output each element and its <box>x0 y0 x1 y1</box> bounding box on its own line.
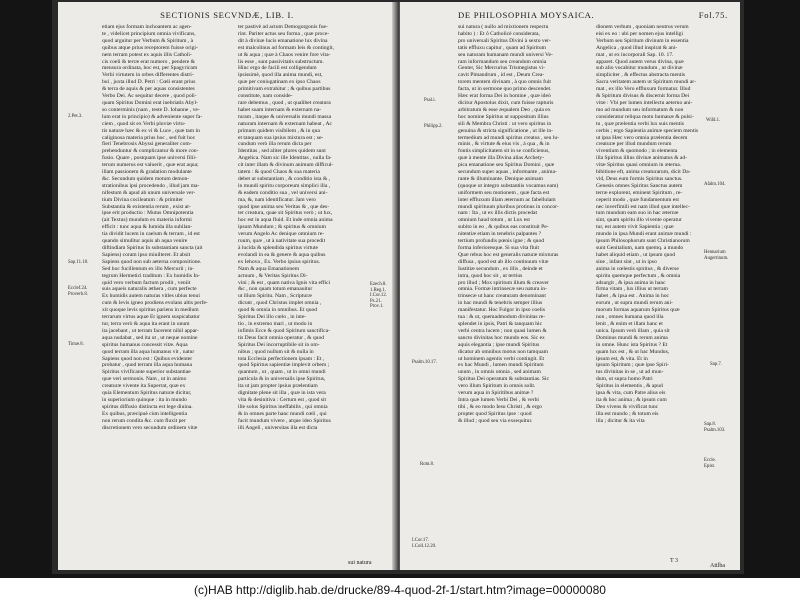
text-line: Spiritus Dei incorruptibile sit in om- <box>238 341 320 348</box>
text-line: verum Angelo Ac denique omnium re- <box>238 231 325 238</box>
text-line: quæ à mente illa Divina alias Archety- <box>458 155 545 162</box>
text-line: quando simulitur aquis ab aqua venire <box>102 238 188 245</box>
text-line: spiritu quemque perfectum , & omnia <box>596 272 681 279</box>
text-line: tia dividit lucem in caelum & terram , id est <box>102 231 200 238</box>
text-line: habet , & ipsa est . Anima in hoc <box>596 293 670 300</box>
text-line: in mundi spiritu corporeum simplici illa , <box>238 182 331 189</box>
text-line: efficit : tunc aqua & Iumida illa subilan- <box>102 224 193 231</box>
text-line: cit inter illam & divinum animum difficul- <box>238 162 334 169</box>
text-line: quæ per coniugatinam ex ipso Chaos <box>238 79 321 86</box>
text-line: consideratur reliqua motu humanæ & pulsi- <box>596 113 694 120</box>
text-line: Sapiens quod non sub aeterna compositione. <box>102 258 202 265</box>
text-line: omnia. Formæ intrinsecæ seu natura in- <box>458 286 547 293</box>
text-line: Spiritus Dei illo cœlo , in inte- <box>238 314 307 321</box>
text-line: ma, &, nam identificatur. Jam vero <box>238 196 316 203</box>
text-line: mat , ut ex incorporali Sap. 10. 17. <box>596 51 674 58</box>
margin-note: Philipp.2. <box>424 124 443 129</box>
text-line: tatis effluxu capitur , quam ad Spiritum <box>458 44 546 51</box>
text-line: nibus ; quod nullum sit & nulla in <box>238 348 314 355</box>
text-line: genuina & stricta significatione , ut ille in- <box>458 127 554 134</box>
right-page <box>400 2 740 570</box>
margin-note: I.Cor.17. I.Coll.12.20. <box>412 538 437 549</box>
text-line: dicitur Apostolus dixit, cum fuisse rapturis <box>458 99 554 106</box>
copyright-footer: (c)HAB http://diglib.hab.de/drucke/89-4-quod-2f-1/start.htm?image=00000080 <box>0 578 800 602</box>
margin-note: Sap.11.18. <box>68 260 89 265</box>
text-line: quam Spiritus Domini erat inebriatis Abyl- <box>102 99 198 106</box>
text-line: intra, quod hoc sit , ut tertius <box>458 272 523 279</box>
text-line: tis Deus facit omnia operatur , & quod <box>238 334 325 341</box>
text-line: dignitate plene sit illa , quæ in ista vera <box>238 390 326 397</box>
left-page <box>58 2 396 570</box>
text-line: & in omnes parte hanc mundi cœli , qui <box>238 410 327 417</box>
text-line: Sapiens quod non est : Quibus evidenter <box>102 355 193 362</box>
text-line: Verbi virtutem in orbes differentes distri- <box>102 72 194 79</box>
text-line: te , videlicet principium omnia vivificans, <box>102 30 196 37</box>
text-line: tibi , & eo modo Iesu Christi , & ergo <box>458 403 542 410</box>
text-line: quod terram illa aqua humanus vit , natur <box>102 348 195 355</box>
catchword: Attlba <box>710 563 725 569</box>
text-line: caliginosa materia prius hoc , sed fuit hoc <box>102 134 196 141</box>
text-line: Spiritus vivificante superior substantiae <box>102 369 191 376</box>
text-line: nem terram potest ex aquis illis Catholi- <box>102 51 192 58</box>
text-line: bui , juxta illud D. Petri : Cœli erant prius <box>102 79 196 86</box>
text-line: uniformem seu motionem , quæ facta est <box>458 189 550 196</box>
text-line: Angelica , quod illud inspirat & ani- <box>596 44 678 51</box>
margin-note: Wiſd.1. <box>706 118 721 123</box>
text-line: Iustitiæ secundum , ex illis , deinde et <box>458 265 543 272</box>
text-line: Substantia & existentia rerum , exist at- <box>102 203 191 210</box>
text-line: ter creatura, quae sit Spiritus verò ; ut lux, <box>238 210 333 217</box>
text-line: ipse erit productio : Mutus Omnipotentia <box>102 210 194 217</box>
text-line: ceperit modo , quæ fundamentum est <box>596 196 679 203</box>
text-line: lum erat in principio) & adveniente super fa- <box>102 113 203 120</box>
text-line: bibitione eft, anima creaturarum, dicit Da- <box>596 169 691 176</box>
margin-note: Sap.7. <box>710 362 722 367</box>
text-line: pro illud ; Mox spiritum illum & creaver <box>458 279 549 286</box>
text-line: adsurgit , & ipsa anima in hanc <box>596 279 666 286</box>
text-line: illa est mundo ; & totum eis <box>596 410 659 417</box>
text-line: Sed hoc fucillentum ex illo Mercurii ; in- <box>102 265 195 272</box>
text-line: non rerum condita &c. cum fluxit per <box>102 417 186 424</box>
text-line: ipsum Mundum ; & spiritus & omnium <box>238 224 326 231</box>
text-line: sunt Genitalium, nam quemq. a mundo <box>596 245 684 251</box>
text-line: suis aqueis naturalis æthera , cum perfecte <box>102 286 197 293</box>
text-line: ut illum Spiritu. Nam , Scripturæ <box>238 293 312 300</box>
text-line: firma vitam , lux illius ut terram <box>596 286 668 293</box>
text-line: facta, ut in sermone quo primo descendet. <box>458 86 552 93</box>
text-line: infimis Ecce & quod Spiritum sanctifica- <box>238 327 331 334</box>
text-line: Intra quæ lumen Verbi Dei , & verbi <box>458 396 539 403</box>
text-line: pro universali Spiritus Divini à sexto ver- <box>458 37 551 44</box>
text-line: trinsecæ ut hanc creaturam denominant <box>458 293 546 300</box>
text-line: nam : Ita , ut ex illis dictis procedat <box>458 210 538 217</box>
margin-note: Ezech.8. 1.Reg.1. I.Cor.12. Ps.21. Prov.1. <box>370 282 387 310</box>
text-line: cis coeli & terræ erat numero , pendere & <box>102 58 196 65</box>
text-line: vitæ Spiritus quasi omnium in æterna. <box>596 162 682 169</box>
text-line: Angelica. Nam sic ille Identitas , nulla fa- <box>238 155 332 162</box>
text-line: Quæ rebus hoc est generalis naturæ mixturas <box>458 251 559 258</box>
text-line: dionem verbum , quoniam neutrus verum <box>596 24 689 30</box>
text-line: spiritus humanus concessit vitæ. Aqua <box>102 341 188 348</box>
text-line: viventium & quomodo ; in elementa <box>596 148 678 155</box>
text-line: anima in cœlestis spiritus , & diverse <box>596 265 679 272</box>
text-line: diffusa , quod est ab illo continuum vitæ <box>458 258 549 265</box>
book-spread <box>52 0 744 574</box>
text-line: ut hominem agentis verbi contingit. Et <box>458 355 545 362</box>
text-line: quod arguitur per Verbum & Spiritum , à <box>102 37 194 44</box>
catchword: sui natura <box>348 560 372 566</box>
text-line: Ex quibus, præcipuè cùm intelligentia <box>102 410 187 417</box>
right-column-2 <box>596 24 728 564</box>
text-line: habet aliquid etiam , ut ipsum quod <box>596 251 676 258</box>
text-line: & illud ; quod seu via exsequitur. <box>458 417 533 424</box>
text-line: Hinc ergo de facili est colligendum <box>238 65 317 72</box>
text-line: aquis elegantia ; ipse mundi Spiritus <box>458 341 540 348</box>
text-line: constitute, nam conside- <box>238 93 293 100</box>
text-line: naturam internam & externam habeat , Ac <box>238 120 332 127</box>
text-line: apparet. Quod autem verus divina, quæ <box>596 58 684 65</box>
margin-note: Ecclef.24. Proverb.8. <box>68 286 88 297</box>
text-line: ram informandum seu creandum omnia <box>458 58 547 65</box>
text-line: ipsum Spiritum ; quæ ipse Spiri- <box>596 362 669 369</box>
folio-number: Fol.75. <box>698 10 728 20</box>
text-line: quæ veri sermonis. Nam , ut in animo <box>102 376 187 383</box>
text-line: sui natura ( nullo ad mixtionem respectu <box>458 24 549 30</box>
text-line: in superiorium quinque : ita in mundo <box>102 396 187 403</box>
text-line: illa ; dicitur & ita vita <box>596 417 645 424</box>
text-line: hoc est in aqua fluid. Et inde omnia anima <box>238 217 333 224</box>
text-line: vitæ : Vbi per lumen intellectu aeterno ani- <box>596 99 693 106</box>
text-line: subito in eo , & quibus eas constituit Pe- <box>458 224 549 231</box>
margin-note: 2.Pet.3. <box>68 114 83 119</box>
text-line: ruum, quæ , ut à nativitate sua procedit <box>238 238 326 245</box>
left-column-1 <box>102 24 230 564</box>
left-column-2 <box>238 24 366 564</box>
text-line: cum & levis igneo prodiens evolans altis perfe- <box>102 300 208 307</box>
text-line: tus divinitas in se , ut ad mun- <box>596 369 664 376</box>
margin-note: Aſalm.104. <box>704 182 726 187</box>
text-line: & terra de aquis & per aquas consistentes <box>102 86 195 93</box>
text-line: tium Divina cocileatum : & primiter <box>102 196 183 203</box>
text-line: ipsum est, & vita. Et in <box>596 355 648 362</box>
text-line: vini ; & est , quam nativa Ignis vita effici <box>238 279 331 286</box>
text-line: ex Iehova , Ex. Verbo ipsius spiritus. <box>238 258 321 265</box>
text-line: habet suam internam & externam na- <box>238 106 322 113</box>
text-line: ut & aqua ; quæ à Chaos venire fore vita- <box>238 51 331 58</box>
text-line: evolandi in ea & genere & aqua quibus <box>238 251 326 258</box>
text-line: unica. Ipsum verò illam , quia sit <box>596 327 670 334</box>
text-line: vita & desinitiva : Certum est , quod sit <box>238 396 327 403</box>
text-line: tertium profundis pœnis igne ; & quod <box>458 238 545 245</box>
text-line: forma inferioresque. Si sua vita fluit <box>458 245 540 251</box>
text-line: et tanquam sua ipsius mixtura est ; se- <box>238 134 324 141</box>
text-line: non , omnes humana quod illa <box>596 314 664 321</box>
text-line: manifestatur. Hoc Fulgor in ipso coelis <box>458 307 546 314</box>
text-line: terum numerus est valuerit , quæ erat aqua; <box>102 162 199 169</box>
margin-note: Psalm.10.17. <box>412 360 437 365</box>
text-line: sine , infant sint , ut in ipso <box>596 258 657 265</box>
text-line: eorum , ut supra mundi rerum ani- <box>596 300 673 307</box>
text-line: fusio. Quare , postquam ipse universi filii- <box>102 155 197 162</box>
text-line: vero illum Spiritum in omnis solit. <box>458 383 536 390</box>
text-line: quam lux est , & ut hac Mundus, <box>596 348 670 355</box>
text-line: habito ) : Et ô Catholicè considerata, <box>458 30 540 37</box>
text-line: (quoque ut integro substantiis vocamus eam) <box>458 182 559 189</box>
text-line: tum mundum eam suo in hac æternæ <box>596 210 679 217</box>
signature-mark: T 3 <box>670 558 679 564</box>
text-line: rante & illuminante. Denique animam <box>458 175 543 182</box>
text-line: probatur , quod terram illa aqua humana <box>102 362 192 369</box>
text-line: Hæc erat forma Dei in homine , quæ ideò <box>458 93 551 100</box>
text-line: creaturæ per illud mundum rerum <box>596 141 672 148</box>
text-line: nec inverfimili est nam illud quæ intellec- <box>596 203 690 210</box>
text-line: Verbo Dei. Ac sequitur decere , quod poli- <box>102 93 197 100</box>
text-line: verum aqua in Spiritibus animæ ? <box>458 390 534 397</box>
text-line: à lucida & splendida spiritus virtute <box>238 245 319 251</box>
text-line: Spiritus in elementis , & apud <box>596 383 663 390</box>
text-line: tu , quæ prælentia verbi lux suis mentis <box>596 120 684 127</box>
text-line: Genesis omnes Spiritus Sanctus autem <box>596 182 683 189</box>
margin-note: Eccle. Epist. <box>704 458 716 469</box>
text-line: actuum , & Veritas Spiritus Di- <box>238 272 308 279</box>
text-line: cundum verò illa rerum dicta per <box>238 141 312 148</box>
text-line: Verbum seu Spiritum divinum in essentia <box>596 37 689 44</box>
text-line: vid, Deus eum formis Spiritus sanctus. <box>596 175 683 182</box>
text-line: mundo in ipsa Mundi erant animæ mundi : <box>596 231 692 238</box>
text-line: inter effluxum illam æternum ac fabellulam <box>458 196 556 203</box>
text-line: secundum super aquas , informante , anima- <box>458 169 557 176</box>
text-line: quia Elementum Spiritus naturæ dicitur, <box>102 390 192 397</box>
text-line: tio , in extremo mari , ut modo in <box>238 320 313 327</box>
text-line: mo ad mundum seu informatum & non <box>596 106 684 113</box>
text-line: mensura ordinata, hoc est, per Spagyricam <box>102 65 198 72</box>
text-line: &c. Secundum quidem motum demon- <box>102 175 190 182</box>
text-line: quod & omnia in omnibus. Et quod <box>238 307 318 314</box>
text-line: Nam & aqua Emanationem <box>238 265 300 272</box>
text-line: ciem , quod sit ex Verbi pluviæ virtu- <box>102 120 186 127</box>
text-line: sint, quam spiritu illo vivente operatur <box>596 217 682 224</box>
text-line: morum formas aquarum Spiritus quæ <box>596 307 680 314</box>
text-line: etiam ejus formam inchoantem ac agen- <box>102 24 192 30</box>
left-page-header: SECTIONIS SECVNDÆ, LIB. I. <box>160 10 294 20</box>
text-line: dicunt , quod Christus implet omnia , <box>238 300 322 307</box>
text-line: in hac mundi & tenebris semper illius <box>458 300 543 307</box>
text-line: termedium ad mundi spiritus creatus , seu lu- <box>458 134 559 141</box>
text-line: aqua nudabat , sed ita ut , ut neque nomine <box>102 334 198 341</box>
text-line: sili & Membra Christi : ut vero spiritus in <box>458 120 552 127</box>
text-line: illam passionem & gradation modulante <box>102 169 192 176</box>
text-line: nifestum & apud ab unum universale ver- <box>102 189 196 196</box>
text-line: dicatur ab omnibus motus non tamquam <box>458 348 548 355</box>
text-line: Sacra veritatem autem ut Spiritum mundi ar- <box>596 79 696 86</box>
text-line: verbi centra lucem ; non quasi lumen & <box>458 327 547 334</box>
text-line: quod ipse anima seu Veritas & , que des- <box>238 203 330 210</box>
text-line: diftindlam Spiritus In substantiam sancta (ait <box>102 245 203 251</box>
text-line: Deo vivens & vivificat tunc <box>596 403 659 410</box>
margin-note: Hennarium Augertinum. <box>704 250 729 261</box>
text-line: in omne. Hunc ista Spiritus ? Et <box>596 341 668 348</box>
text-line: illa Spiritus illius divinæ animatus & ad- <box>596 155 688 162</box>
text-line: particula & in universalis ipse Spiritus, <box>238 376 326 383</box>
text-line: minis , & virtute & eius vis , à qua , & in <box>458 141 550 148</box>
text-line: ita ut jam propter ipsius prælentiam <box>238 383 318 390</box>
text-line: tegrum Hermetici traditum : Ex humidis In- <box>102 272 200 279</box>
text-line: propter quod Spiritus ipse : quod <box>458 410 532 417</box>
text-line: ex hac Mundi , lumen mundi Spiritum <box>458 362 544 369</box>
right-page-header <box>458 10 728 20</box>
text-line: ter pastivè ad actum Demogorgonis fue- <box>238 24 328 30</box>
text-line: eisi ex eo : ubi per nomen ejus intelligi <box>596 30 683 37</box>
text-line: arbitratum & esse æqualem Deo , quia ex <box>458 106 551 113</box>
margin-note: Sap.8. Psalm.103. <box>704 422 726 433</box>
text-line: ille solus Spiritus ineffabilis , qui omnia <box>238 403 328 410</box>
text-line: quantum , ut , quam , ut in omni mundi <box>238 369 326 376</box>
text-line: ut ipsa Hæc vero omnia prælentia decem <box>596 134 688 141</box>
text-line: strationibus ipsi procedendo , illud jam ma- <box>102 182 200 189</box>
text-line: &c , non quam totum emanauitur <box>238 286 313 293</box>
text-line: primum quidem visibilem , & in qua <box>238 127 320 134</box>
text-line: tur, terra verò & aqua ita erant in unum <box>102 320 190 327</box>
text-line: Genter, Sic Mercurius Trismegistus vi- <box>458 65 545 72</box>
text-line: ipsum Philosophorum sunt Christianorum <box>596 238 690 245</box>
text-line: & eadem conditio sua , vel universi ani- <box>238 189 328 196</box>
text-line: splendet in ipsis, Patri & tanquam hic <box>458 320 543 327</box>
text-line: quod Spiritus sapientiæ implevit orbem ; <box>238 362 330 369</box>
text-line: seu naturam humanam mundi universi Ve- <box>458 51 553 58</box>
text-line: tur, est autem vivit Sapientia ; quæ <box>596 224 674 231</box>
right-header-title: DE PHILOSOPHIA MOYSAICA. <box>458 10 595 20</box>
text-line: fieri Tenebrosis Abyssi generaliter com- <box>102 141 192 148</box>
margin-note: Psal.i. <box>424 98 436 103</box>
text-line: dum, ut supra homo Patri <box>596 376 653 383</box>
text-line: mundi spirituum pluribus protinus in concor- <box>458 203 559 210</box>
margin-note: Rom.8. <box>420 462 435 467</box>
text-line: primitivam extrahitur ; & quibus partibus <box>238 86 331 93</box>
text-line: rint. Pariter actus seu forma , quæ proce- <box>238 30 330 37</box>
text-line: turam , itaque & universalis mundi massa <box>238 113 332 120</box>
text-line: nitentiæ etiam in tenebris palpantes ? <box>458 231 542 238</box>
text-line: tatem : & quod Chaos & sua materia <box>238 169 320 176</box>
text-line: lis esse , sunt passivitatis substructum. <box>238 58 324 65</box>
text-line: tua : & ut, quemadmodum divinitas re- <box>458 314 546 321</box>
text-line: xit quoque levis spiritus pariens in medium <box>102 307 199 314</box>
text-line: facit mundum vivere , atque ideo Spiritus <box>238 417 331 424</box>
text-line: fontis simplicitatem sit in se conficienus, <box>458 148 550 155</box>
text-line: ita jacebant , ut terram facerent nihil appar- <box>102 327 199 334</box>
margin-note: Timæ.8. <box>68 342 84 347</box>
text-line: est malcolinus ad formam Ieis & contingit, <box>238 44 334 51</box>
text-line: prehenduntur & complicantur & more con- <box>102 148 199 155</box>
text-line: hoc nomine Spiritus ut suppositum illius <box>458 113 549 120</box>
text-line: creaturæ vivente ita Superrat, quæ ex <box>102 383 186 390</box>
text-line: Sapiens) coram ipso miuilteret. Et absit <box>102 251 191 258</box>
text-line: discretionem vero secundum ordinem vitæ <box>102 424 198 431</box>
text-line: illi Angeli , universitas illa est dicta <box>238 424 318 431</box>
text-line: lenit , & enim et illam hanc et <box>596 320 663 327</box>
text-line: ipsissimè, quod illa anima mundi, est, <box>238 72 323 79</box>
text-line: rare debemus , quod , ut qualibet creatura <box>238 99 331 106</box>
text-line: pica emanatione seu Spiritus Domini , quæ <box>458 162 555 169</box>
text-line: dit à divinæ lucis emanatione lux divina <box>238 37 328 44</box>
text-line: quid vero verbum factum prodit , veniit <box>102 279 191 286</box>
text-line: Dominus mundi & rerum anima <box>596 334 668 341</box>
text-line: (ait Textus) mundum ex materia informi <box>102 217 192 224</box>
text-line: quibus atque prius receptorem fuisse origi- <box>102 44 198 51</box>
text-line: tota Ecclesia perfectionem ipsam : Et , <box>238 355 325 362</box>
text-line: Ex humidis autem naturas vitles ubius tenui <box>102 293 200 300</box>
text-line: mat , ex illo Vero effluxum formatur. Illud <box>596 86 691 93</box>
text-line: & Spiritum divisus & discernit forma Dei <box>596 93 690 100</box>
text-line: cavit Pimandrum , id est , Deum Crea- <box>458 72 545 79</box>
text-line: terræ explorent, eminent Spiritum , re- <box>596 189 683 196</box>
text-line: Spiritus Dei operatum & substantias. Sic <box>458 376 550 383</box>
text-line: torem mentem divinam , à quo omnis fuit <box>458 79 551 86</box>
text-line: ipsa & vita, cum Patre alius eis <box>596 390 666 397</box>
text-line: unum , in omnis omnia , sed animam <box>458 369 541 376</box>
text-line: spiritus diffusio distincta est lege diuina. <box>102 403 193 410</box>
text-line: ita & hoc anima ; & ipsum cum <box>596 396 667 403</box>
text-line: tis naturæ hæc & ex vi & Luce , quæ tam in <box>102 127 200 134</box>
text-line: Identitas , sed aliter plures quidem sunt <box>238 148 326 155</box>
text-line: simpliciter , & effectus abstracta mentis <box>596 72 686 79</box>
text-line: omnium haud totum , ut Lux est <box>458 217 530 224</box>
text-line: cerbis ; ergo Sapientia animæ speciem mentis <box>596 127 699 134</box>
right-column-1 <box>458 24 588 564</box>
text-line: sub alio vocabitur mundum , ut divinæ <box>596 65 683 72</box>
text-line: sancto divinitas hoc mundo eos. Sic ex <box>458 334 545 341</box>
text-line: so conterminis (nam , teste D. Iohanne , ve- <box>102 106 200 113</box>
text-line: terrarum virtus aquæ Et ignem suspicabatur <box>102 314 200 321</box>
text-line: debet ut substantiam , & conditio ista & , <box>238 175 330 182</box>
